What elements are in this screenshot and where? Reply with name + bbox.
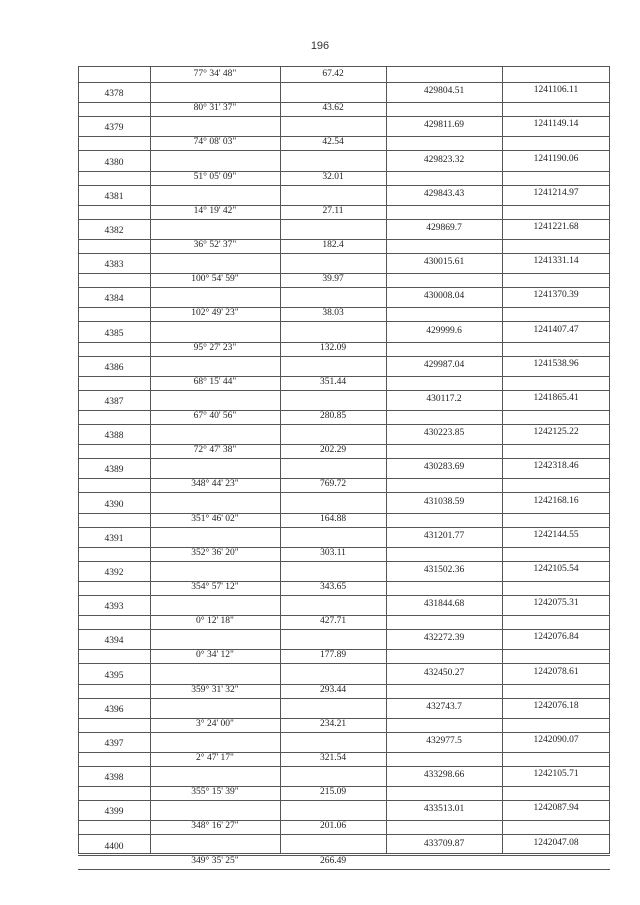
point-id: 4394 [104,636,124,647]
segment-angle: 102° 49' 23" [191,308,239,319]
point-x-coordinate: 430117.2 [426,393,462,404]
segment-distance: 32.01 [322,171,344,182]
segment-angle: 349° 35' 25" [191,855,239,866]
point-row-divider [78,513,610,514]
segment-row-divider [78,800,610,801]
point-row-divider [78,855,610,856]
segment-distance: 67.42 [322,69,344,79]
table-border-top [78,66,610,67]
segment-distance: 351.44 [319,376,347,387]
segment-row-divider [78,458,610,459]
point-row-divider [78,684,610,685]
point-id: 4389 [104,465,124,476]
point-id: 4400 [104,841,124,852]
segment-distance: 177.89 [319,650,347,661]
point-y-coordinate: 1241865.41 [533,392,579,403]
point-id: 4381 [104,191,124,202]
point-x-coordinate: 432977.5 [426,735,462,746]
point-y-coordinate: 1242105.71 [533,769,579,780]
segment-angle: 72° 47' 38" [193,445,237,456]
point-row-divider [78,718,610,719]
point-y-coordinate: 1241370.39 [533,290,579,301]
point-y-coordinate: 1242075.31 [533,598,579,609]
segment-row-divider [78,834,610,835]
point-y-coordinate: 1242078.61 [533,666,579,677]
point-row-divider [78,820,610,821]
point-id: 4383 [104,260,124,271]
point-row-divider [78,410,610,411]
segment-row-divider [78,356,610,357]
point-y-coordinate: 1241221.68 [533,221,579,232]
point-y-coordinate: 1241214.97 [533,187,579,198]
segment-angle: 348° 44' 23" [191,479,239,490]
point-id: 4387 [104,396,124,407]
segment-row-divider [78,527,610,528]
segment-distance: 303.11 [320,547,346,558]
segment-angle: 0° 34' 12" [196,650,234,661]
segment-distance: 343.65 [319,582,347,592]
point-y-coordinate: 1242076.84 [533,632,579,643]
segment-row-divider [78,492,610,493]
segment-row-divider [78,253,610,254]
point-x-coordinate: 433513.01 [423,804,465,815]
point-id: 4391 [104,533,124,544]
point-x-coordinate: 429804.51 [423,86,465,97]
point-id: 4398 [104,773,124,784]
table-border-bottom [78,853,610,854]
segment-distance: 42.54 [322,137,344,148]
survey-coordinates-table [78,66,610,866]
point-y-coordinate: 1242047.08 [533,837,579,848]
point-y-coordinate: 1241106.11 [533,85,579,96]
segment-row-divider [78,595,610,596]
point-row-divider [78,444,610,445]
point-y-coordinate: 1242105.54 [533,563,579,574]
point-row-divider [78,307,610,308]
segment-angle: 67° 40' 56" [193,411,237,421]
segment-angle: 36° 52' 37" [193,240,237,250]
point-y-coordinate: 1241407.47 [533,324,579,335]
segment-distance: 132.09 [319,342,347,353]
segment-angle: 74° 08' 03" [193,137,237,148]
point-id: 4393 [104,602,124,613]
segment-angle: 95° 27' 23" [193,342,237,353]
point-x-coordinate: 429843.43 [423,188,465,199]
point-x-coordinate: 429823.32 [423,154,465,165]
segment-row-divider [78,390,610,391]
point-x-coordinate: 429999.6 [426,325,462,336]
point-id: 4395 [104,670,124,681]
point-row-divider [78,136,610,137]
point-id: 4396 [104,704,124,715]
segment-distance: 234.21 [319,718,347,729]
point-x-coordinate: 433709.87 [423,838,465,849]
point-id: 4384 [104,294,124,305]
point-id: 4382 [104,225,124,236]
segment-angle: 354° 57' 12" [191,582,239,592]
segment-angle: 68° 15' 44" [193,376,237,387]
segment-distance: 164.88 [319,513,347,524]
segment-angle: 359° 31' 32" [191,684,239,695]
segment-distance: 769.72 [319,479,347,490]
point-x-coordinate: 431502.36 [423,564,465,575]
point-id: 4392 [104,567,124,578]
point-y-coordinate: 1242125.22 [533,427,579,438]
point-row-divider [78,102,610,103]
point-y-coordinate: 1242076.18 [533,700,579,711]
segment-angle: 0° 12' 18" [196,616,234,627]
segment-distance: 43.62 [322,103,344,114]
segment-row-divider [78,629,610,630]
point-id: 4385 [104,328,124,339]
segment-distance: 266.49 [319,855,347,866]
segment-distance: 215.09 [319,787,347,798]
segment-distance: 201.06 [319,821,347,832]
segment-angle: 77° 34' 48" [193,69,237,79]
point-x-coordinate: 430015.61 [423,257,465,268]
segment-distance: 38.03 [322,308,344,319]
segment-angle: 355° 15' 39" [191,787,239,798]
point-x-coordinate: 430223.85 [423,428,465,439]
point-x-coordinate: 432743.7 [426,701,462,712]
segment-angle: 3° 24' 00" [196,718,234,729]
segment-distance: 202.29 [319,445,347,456]
point-id: 4399 [104,807,124,818]
point-id: 4397 [104,738,124,749]
segment-row-divider [78,766,610,767]
segment-distance: 321.54 [319,753,347,763]
segment-distance: 427.71 [319,616,347,627]
point-y-coordinate: 1242144.55 [533,529,579,540]
point-x-coordinate: 431201.77 [423,530,465,541]
segment-angle: 352° 36' 20" [191,547,239,558]
segment-angle: 348° 16' 27" [191,821,239,832]
segment-distance: 182.4 [322,240,344,250]
point-row-divider [78,581,610,582]
segment-row-divider [78,732,610,733]
segment-row-divider [78,321,610,322]
point-id: 4380 [104,157,124,168]
segment-distance: 39.97 [322,274,344,285]
point-y-coordinate: 1241331.14 [533,256,579,267]
point-row-divider [78,205,610,206]
point-y-coordinate: 1242087.94 [533,803,579,814]
segment-row-divider [78,287,610,288]
segment-row-divider [78,698,610,699]
point-row-divider [78,547,610,548]
point-x-coordinate: 432450.27 [423,667,465,678]
segment-row-divider [78,150,610,151]
point-x-coordinate: 431038.59 [423,496,465,507]
point-y-coordinate: 1242090.07 [533,734,579,745]
point-x-coordinate: 430283.69 [423,462,465,473]
point-id: 4388 [104,431,124,442]
segment-row-divider [78,82,610,83]
point-y-coordinate: 1242168.16 [533,495,579,506]
segment-distance: 293.44 [319,684,347,695]
segment-row-divider [78,219,610,220]
point-x-coordinate: 430008.04 [423,291,465,302]
segment-row-divider [78,424,610,425]
point-row-divider [78,478,610,479]
point-row-divider [78,239,610,240]
point-y-coordinate: 1241149.14 [533,119,579,130]
point-x-coordinate: 433298.66 [423,770,465,781]
point-row-divider [78,171,610,172]
segment-angle: 14° 19' 42" [193,205,237,216]
point-x-coordinate: 431844.68 [423,599,465,610]
page-number: 196 [310,40,330,52]
point-id: 4379 [104,123,124,134]
point-row-divider [78,786,610,787]
segment-angle: 351° 46' 02" [191,513,239,524]
point-row-divider [78,649,610,650]
segment-angle: 100° 54' 59" [191,274,239,285]
point-y-coordinate: 1241190.06 [533,153,579,164]
segment-distance: 280.85 [319,411,347,421]
point-row-divider [78,342,610,343]
segment-distance: 27.11 [322,205,344,216]
point-id: 4378 [104,89,124,100]
point-id: 4390 [104,499,124,510]
segment-row-divider [78,116,610,117]
point-x-coordinate: 429987.04 [423,359,465,370]
point-row-divider [78,376,610,377]
point-x-coordinate: 429811.69 [423,120,465,131]
point-id: 4386 [104,362,124,373]
segment-row-divider [78,561,610,562]
segment-angle: 2° 47' 17" [196,753,234,763]
segment-angle: 80° 31' 37" [193,103,237,114]
segment-angle: 51° 05' 09" [193,171,237,182]
point-x-coordinate: 429869.7 [426,222,462,233]
segment-row-divider [78,185,610,186]
point-row-divider [78,752,610,753]
point-y-coordinate: 1241538.96 [533,358,579,369]
point-row-divider [78,615,610,616]
segment-row-divider [78,663,610,664]
point-y-coordinate: 1242318.46 [533,461,579,472]
segment-row-divider [78,869,610,870]
point-row-divider [78,273,610,274]
point-x-coordinate: 432272.39 [423,633,465,644]
